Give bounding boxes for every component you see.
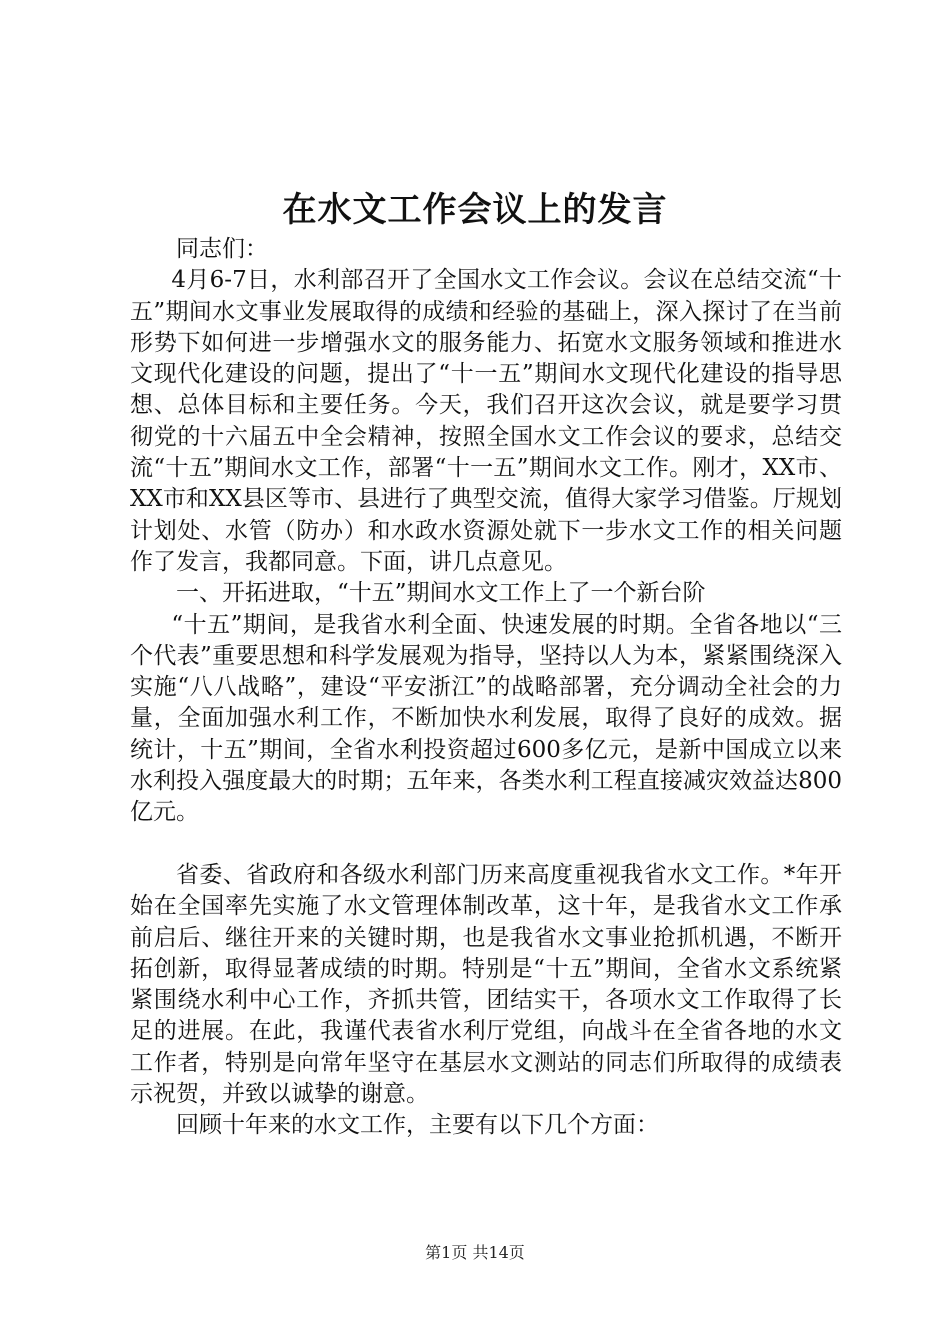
review-intro-paragraph: 回顾十年来的水文工作，主要有以下几个方面：	[176, 1112, 659, 1139]
salutation-paragraph: 同志们：	[176, 236, 268, 262]
document-body	[130, 234, 842, 1142]
paragraph-gap	[130, 829, 842, 860]
section-1-paragraph: “十五”期间，是我省水利全面、快速发展的时期。全省各地以“三个代表”重要思想和科学发展观为指导，坚持以人为本，紧紧围绕深入实施“八八战略”，建设“平安浙江”的战略部署，充分调动全社会的力量，全面加强水利工作，不断加快水利发展，取得了良好的成效。据统计，十五”期间，全省水利投资超过600多亿元，是新中国成立以来水利投入强度最大的时期；五年来，各类水利工程直接减灾效益达800亿元。	[130, 611, 842, 826]
document-title: 在水文工作会议上的发言	[282, 190, 668, 230]
page-footer: 第1页 共14页	[425, 1243, 525, 1262]
intro-paragraph: 4月6-7日，水利部召开了全国水文工作会议。会议在总结交流“十五”期间水文事业发展取得的成绩和经验的基础上，深入探讨了在当前形势下如何进一步增强水文的服务能力、拓宽水文服务领域和推进水文现代化建设的问题，提出了“十一五”期间水文现代化建设的指导思想、总体目标和主要任务。今天，我们召开这次会议，就是要学习贯彻党的十六届五中全会精神，按照全国水文工作会议的要求，总结交流“十五”期间水文工作，部署“十一五”期间水文工作。刚才，XX市、XX市和XX县区等市、县进行了典型交流，值得大家学习借鉴。厅规划计划处、水管（防办）和水政水资源处就下一步水文工作的相关问题作了发言，我都同意。下面，讲几点意见。	[130, 267, 842, 575]
section-heading-1: 一、开拓进取，“十五”期间水文工作上了一个新台阶	[176, 580, 706, 607]
section-1-paragraph-2: 省委、省政府和各级水利部门历来高度重视我省水文工作。*年开始在全国率先实施了水文管理体制改革，这十年，是我省水文工作承前启后、继往开来的关键时期，也是我省水文事业抢抓机遇，不断开拓创新，取得显著成绩的时期。特别是“十五”期间，全省水文系统紧紧围绕水利中心工作，齐抓共管，团结实干，各项水文工作取得了长足的进展。在此，我谨代表省水利厅党组，向战斗在全省各地的水文工作者，特别是向常年坚守在基层水文测站的同志们所取得的成绩表示祝贺，并致以诚挚的谢意。	[130, 861, 842, 1108]
